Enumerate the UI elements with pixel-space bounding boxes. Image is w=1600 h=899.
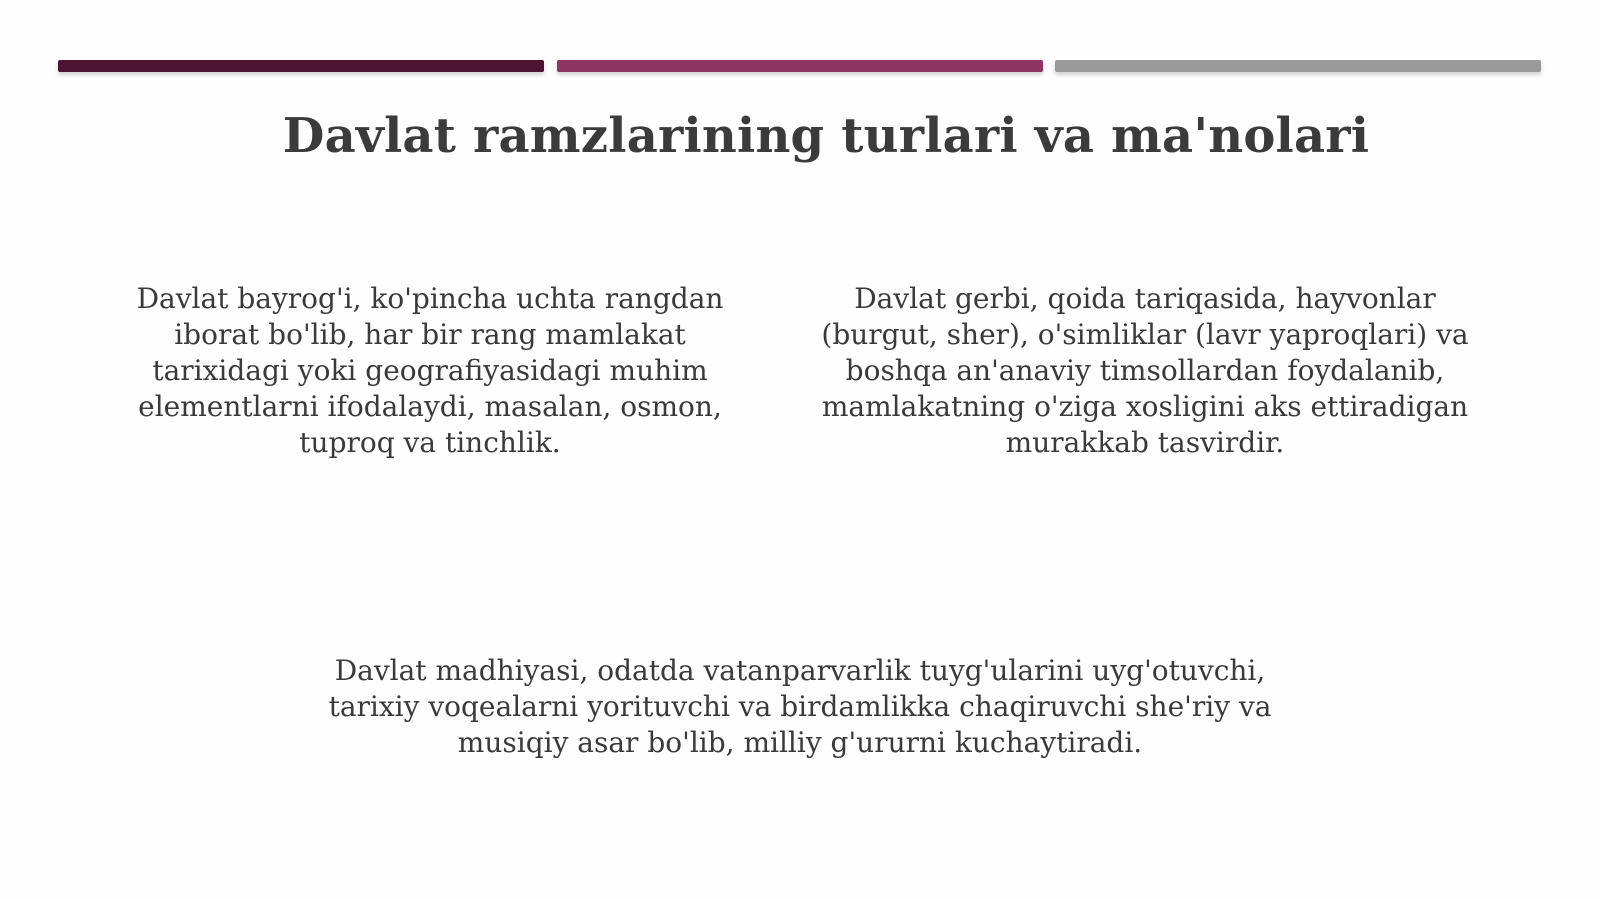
accent-bar-dark	[58, 60, 544, 72]
paragraph-flag: Davlat bayrog'i, ko'pincha uchta rangdan iborat bo'lib, har bir rang mamlakat tarixidagi yoki geografiyasidagi muhim elementlarni ifodalaydi, masalan, osmon, tuproq va tinchlik.	[136, 282, 724, 459]
paragraph-coat-of-arms: Davlat gerbi, qoida tariqasida, hayvonlar (burgut, sher), o'simliklar (lavr yaproqlari) va boshqa an'anaviy timsollardan foydalanib, mamlakatning o'ziga xosligini aks ettiradigan murakkab tasvirdir.	[821, 282, 1469, 459]
paragraph-anthem: Davlat madhiyasi, odatda vatanparvarlik tuyg'ularini uyg'otuvchi, tarixiy voqealarni yorituvchi va birdamlikka chaqiruvchi she'riy va musiqiy asar bo'lib, milliy g'ururni kuchaytiradi.	[328, 654, 1272, 759]
accent-bar-magenta	[557, 60, 1043, 72]
slide-title: Davlat ramzlarining turlari va ma'nolari	[282, 108, 1370, 164]
accent-bar-gray	[1055, 60, 1541, 72]
